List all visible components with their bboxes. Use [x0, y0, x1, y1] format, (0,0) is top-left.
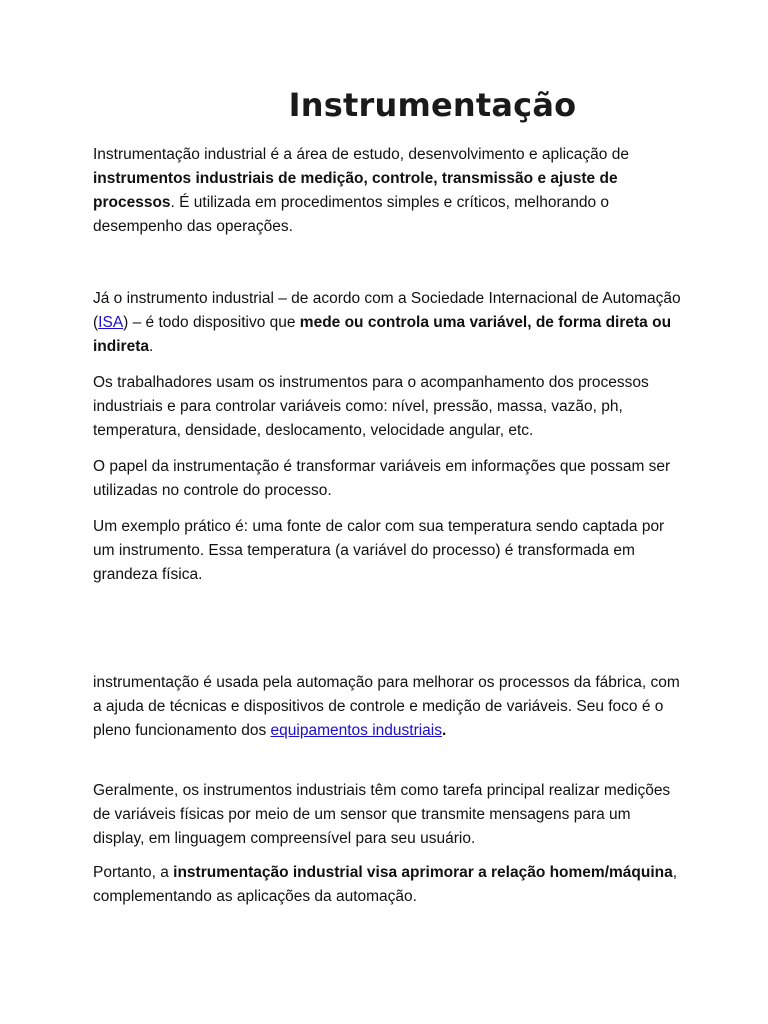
- paragraph-text: Instrumentação industrial é a área de estudo, desenvolvimento e aplicação de: [93, 146, 629, 163]
- bold-text: instrumentação industrial visa aprimorar a relação homem/máquina: [173, 864, 673, 881]
- page-title: Instrumentação: [288, 86, 577, 124]
- paragraph-definition: [93, 143, 683, 239]
- paragraph-conclusion: [93, 861, 683, 909]
- paragraph-text: ) – é todo dispositivo que: [123, 314, 300, 331]
- paragraph-workers: Os trabalhadores usam os instrumentos para o acompanhamento dos processos industriais e para controlar variáveis como: nível, pressão, massa, vazão, ph, temperatura, densidade, deslocamento, velocidade angular, etc.: [93, 374, 649, 439]
- paragraph-text: . É utilizada em procedimentos simples e críticos, melhorando o desempenho das operações.: [93, 194, 610, 235]
- equipamentos-industriais-link[interactable]: equipamentos industriais: [270, 722, 442, 739]
- paragraph-text: Portanto, a: [93, 864, 174, 881]
- bold-text: instrumentos industriais de medição, controle, transmissão e ajuste de processos: [93, 170, 618, 211]
- paragraph-text: instrumentação é usada pela automação para melhorar os processos da fábrica, com a ajuda de técnicas e dispositivos de controle e medição de variáveis. Seu foco é o pleno funcionamento dos: [93, 674, 680, 739]
- paragraph-role: O papel da instrumentação é transformar variáveis em informações que possam ser utilizadas no controle do processo.: [93, 458, 671, 499]
- paragraph-text: , complementando as aplicações da automação.: [93, 864, 678, 905]
- paragraph-instrument: [93, 287, 683, 359]
- paragraph-text: .: [148, 338, 154, 355]
- paragraph-automation: [93, 671, 683, 743]
- paragraph-example: Um exemplo prático é: uma fonte de calor com sua temperatura sendo captada por um instrumento. Essa temperatura (a variável do processo) é transformada em grandeza física.: [93, 518, 665, 583]
- bold-text: mede ou controla uma variável, de forma direta ou indireta: [93, 314, 672, 355]
- isa-link[interactable]: ISA: [98, 314, 124, 331]
- bold-text: .: [442, 722, 447, 739]
- paragraph-measurement: Geralmente, os instrumentos industriais têm como tarefa principal realizar medições de variáveis físicas por meio de um sensor que transmite mensagens para um display, em linguagem compreensível para seu usuário.: [93, 782, 671, 847]
- paragraph-text: Já o instrumento industrial – de acordo com a Sociedade Internacional de Automação (: [93, 290, 681, 331]
